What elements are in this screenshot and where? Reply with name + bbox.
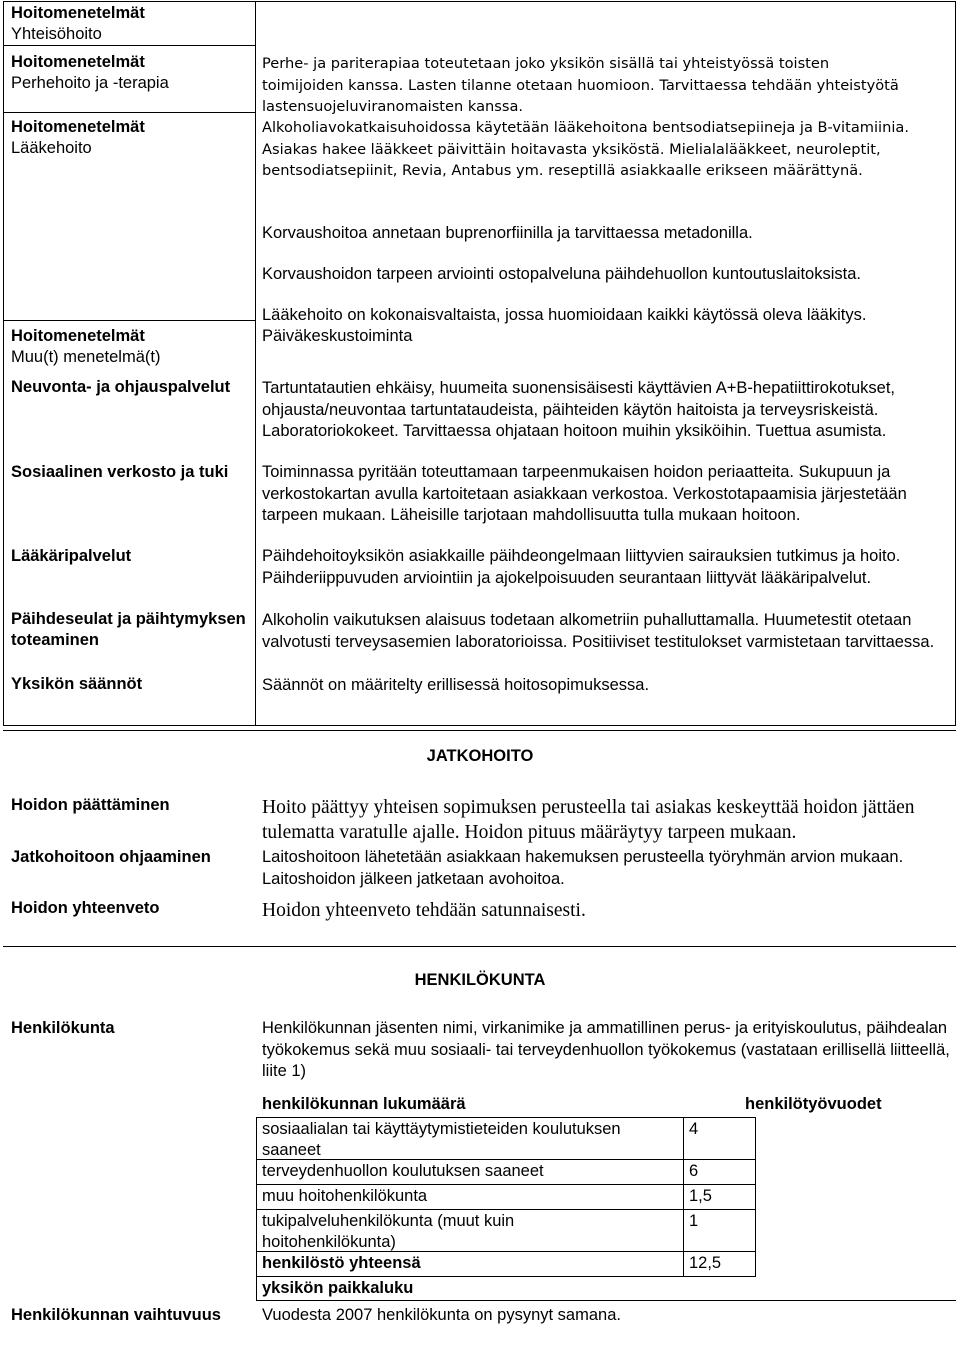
method-subtitle: Yhteisöhoito — [11, 25, 102, 43]
method-1-cell — [11, 3, 145, 45]
staff-row-name: terveydenhuollon koulutuksen saaneet — [262, 1162, 544, 1180]
service-label-verkosto: Sosiaalinen verkosto ja tuki — [11, 463, 229, 481]
jatkohoito-label-paattaminen: Hoidon päättäminen — [11, 796, 170, 814]
method-2-text: Perhe- ja pariterapiaa toteutetaan joko yksikön sisällä tai yhteistyössä toisten toimijoiden kanssa. Lasten tilanne otetaan huomioon. Tarvittaessa tehdään yhteistyötä lastensuojeluviranomaisten kanssa. — [262, 55, 899, 115]
jatkohoito-text-yhteenveto: Hoidon yhteenveto tehdään satunnaisesti. — [262, 900, 586, 921]
service-text-neuvonta: Tartuntatautien ehkäisy, huumeita suonensisäisesti käyttävien A+B-hepatiittirokotukset, ohjausta/neuvontaa tartuntataudeista, päihteiden käytön haitoista ja terveysriskeistä. Laboratoriokokeet. Tarvittaessa ohjataan hoitoon muihin yksiköihin. Tuettua asumista. — [262, 379, 896, 440]
staff-row-value: 1 — [689, 1212, 699, 1230]
staff-row-value: 12,5 — [689, 1254, 722, 1272]
jatkohoito-text-paattaminen: Hoito päättyy yhteisen sopimuksen perusteella tai asiakas keskeyttää hoidon jättäen tulematta varatulle ajalle. Hoidon pituus määräytyy tarpeen mukaan. — [262, 797, 915, 843]
staff-row-name: yksikön paikkaluku — [262, 1279, 414, 1297]
method-title: Hoitomenetelmät — [11, 53, 145, 71]
service-text-saannot: Säännöt on määritelty erillisessä hoitosopimuksessa. — [262, 676, 650, 694]
staff-table-header-years: henkilötyövuodet — [745, 1095, 882, 1113]
service-label-paihdeseulat: Päihdeseulat ja päihtymyksen toteaminen — [11, 610, 246, 649]
method-3-paragraph-3: Korvaushoidon tarpeen arviointi ostopalveluna päihdehuollon kuntoutuslaitoksista. — [262, 265, 861, 283]
method-3-paragraph-2: Korvaushoitoa annetaan buprenorfiinilla ja tarvittaessa metadonilla. — [262, 224, 753, 242]
method-subtitle: Lääkehoito — [11, 139, 92, 157]
vaihtuvuus-label: Henkilökunnan vaihtuvuus — [11, 1306, 221, 1324]
method-title: Hoitomenetelmät — [11, 327, 145, 345]
service-text-paihdeseulat: Alkoholin vaikutuksen alaisuus todetaan alkometriin puhalluttamalla. Huumetestit otetaan valvotusti terveysasemien laboratorioissa. Positiiviset testitulokset varmistetaan tarvittaessa. — [262, 611, 935, 651]
staff-row-name: muu hoitohenkilökunta — [262, 1187, 428, 1205]
staff-row-name: sosiaalialan tai käyttäytymistieteiden koulutuksen saaneet — [262, 1120, 621, 1159]
service-text-verkosto: Toiminnassa pyritään toteuttamaan tarpeenmukaisen hoidon periaatteita. Sukupuun ja verkostokartan avulla kartoitetaan asiakkaan verkostoa. Verkostotapaamisia järjestetään tarpeen mukaan. Läheisille tarjotaan mahdollisuutta tulla mukaan hoitoon. — [262, 463, 907, 524]
jatkohoito-label-yhteenveto: Hoidon yhteenveto — [11, 899, 160, 917]
method-title: Hoitomenetelmät — [11, 118, 145, 136]
henkilokunta-text: Henkilökunnan jäsenten nimi, virkanimike ja ammatillinen perus- ja erityiskoulutus, päihdealan työkokemus sekä muu sosiaali- tai terveydenhuollon työkokemus (vastataan erillisellä liitteellä, liite 1) — [262, 1019, 950, 1080]
jatkohoito-label-ohjaaminen: Jatkohoitoon ohjaaminen — [11, 848, 211, 866]
method-subtitle: Perhehoito ja -terapia — [11, 74, 169, 92]
service-label-neuvonta: Neuvonta- ja ohjauspalvelut — [11, 378, 231, 396]
method-4-text: Päiväkeskustoiminta — [262, 327, 413, 345]
staff-row-name: henkilöstö yhteensä — [262, 1254, 421, 1272]
method-title: Hoitomenetelmät — [11, 4, 145, 22]
method-3-text: Alkoholiavokatkaisuhoidossa käytetään lääkehoitona bentsodiatsepiineja ja B-vitamiinia. Asiakas hakee lääkkeet päivittäin hoitavasta yksiköstä. Mielialalääkkeet, neuroleptit, bentsodiatsepiinit, Revia, Antabus ym. reseptillä asiakkaalle erikseen määrättynä. — [262, 119, 909, 179]
section-heading-jatkohoito: JATKOHOITO — [426, 747, 534, 765]
staff-row-value: 6 — [689, 1162, 699, 1180]
method-subtitle: Muu(t) menetelmä(t) — [11, 348, 161, 366]
vaihtuvuus-text: Vuodesta 2007 henkilökunta on pysynyt samana. — [262, 1306, 621, 1324]
service-label-saannot: Yksikön säännöt — [11, 675, 143, 693]
section-heading-henkilokunta: HENKILÖKUNTA — [414, 971, 546, 989]
henkilokunta-label: Henkilökunta — [11, 1019, 115, 1037]
service-text-laakari: Päihdehoitoyksikön asiakkaille päihdeongelmaan liittyvien sairauksien tutkimus ja hoito. Päihderiippuvuden arviointiin ja ajokelpoisuuden seurantaan liittyvät lääkäripalvelut. — [262, 547, 901, 587]
method-4-cell — [11, 326, 160, 368]
staff-row-name: tukipalveluhenkilökunta (muut kuin hoitohenkilökunta) — [262, 1212, 515, 1251]
method-2-cell — [11, 52, 169, 94]
jatkohoito-text-ohjaaminen: Laitoshoitoon lähetetään asiakkaan hakemuksen perusteella työryhmän arvion mukaan. Laitoshoidon jälkeen jatketaan avohoitoa. — [262, 848, 904, 888]
method-3-paragraph-4: Lääkehoito on kokonaisvaltaista, jossa huomioidaan kaikki käytössä oleva lääkitys. — [262, 306, 867, 324]
method-3-cell — [11, 117, 145, 159]
staff-row-value: 4 — [689, 1120, 699, 1138]
staff-row-value: 1,5 — [689, 1187, 712, 1205]
service-label-laakari: Lääkäripalvelut — [11, 547, 132, 565]
staff-table-header-count: henkilökunnan lukumäärä — [262, 1095, 466, 1113]
